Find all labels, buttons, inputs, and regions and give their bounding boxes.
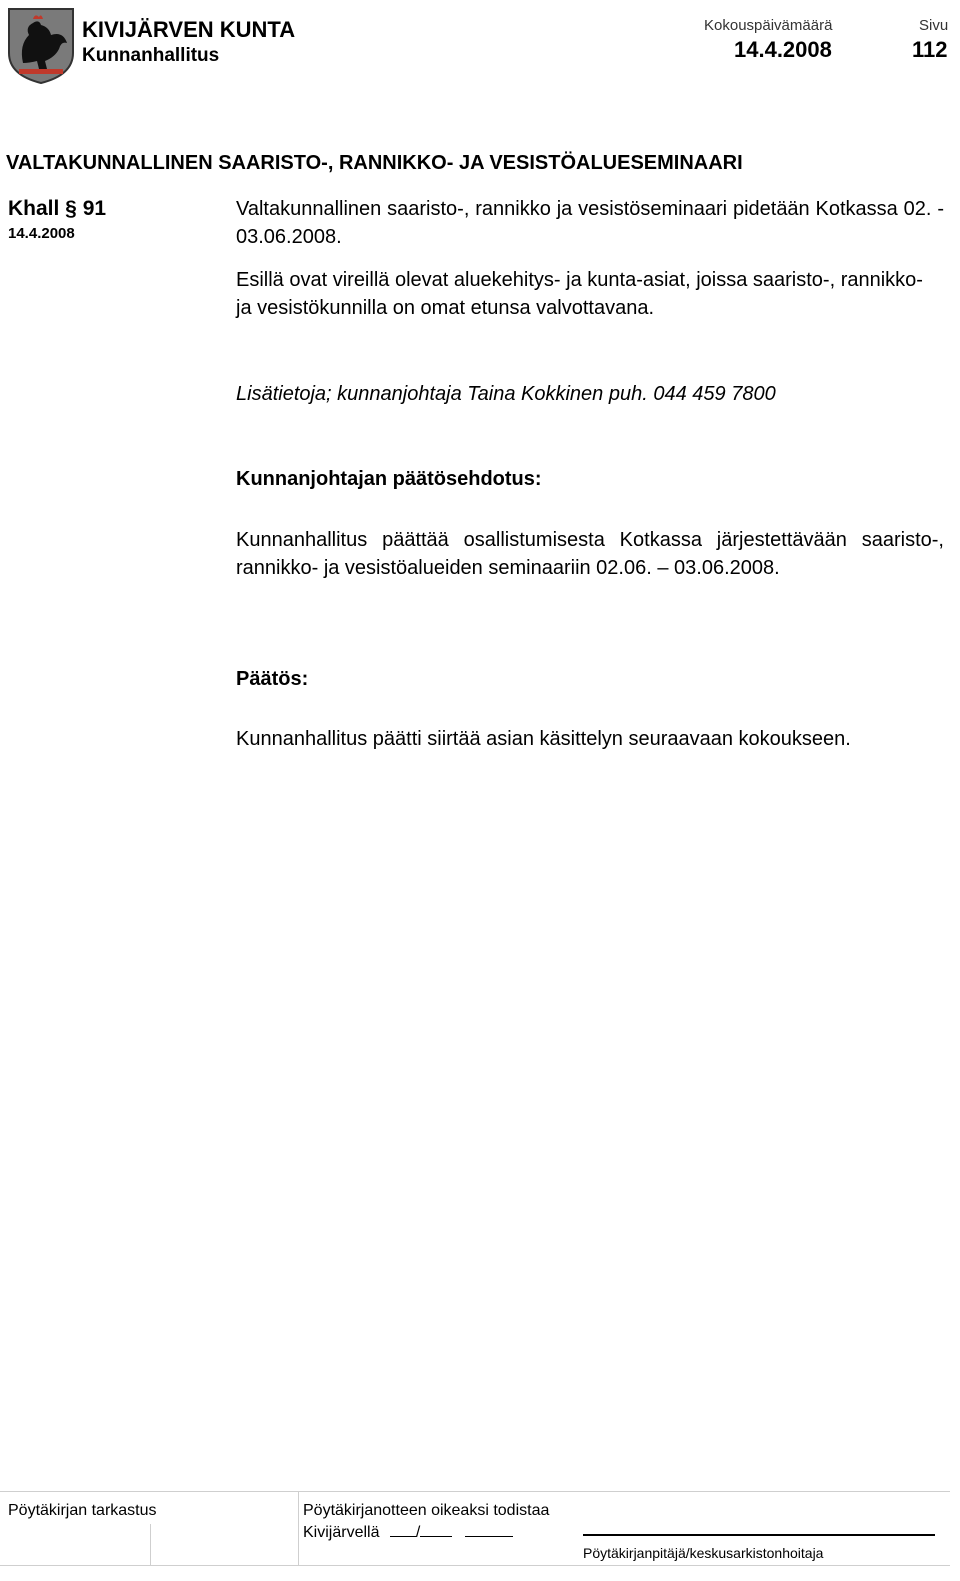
proposal-heading: Kunnanjohtajan päätösehdotus: xyxy=(236,468,542,490)
contact-info: Lisätietoja; kunnanjohtaja Taina Kokkinen puh. 044 459 7800 xyxy=(236,383,776,405)
footer-review-cell xyxy=(0,1492,157,1565)
footer-certify-cell xyxy=(298,1492,949,1565)
decision-heading: Päätös: xyxy=(236,668,309,690)
meeting-date-label: Kokouspäivämäärä xyxy=(704,17,833,34)
page-number: 112 xyxy=(912,37,948,62)
section-date: 14.4.2008 xyxy=(8,225,75,242)
signer-title: Pöytäkirjanpitäjä/keskusarkistonhoitaja xyxy=(583,1545,824,1561)
document-title: VALTAKUNNALLINEN SAARISTO-, RANNIKKO- JA VESISTÖALUESEMINAARI xyxy=(6,152,743,174)
section-ref: Khall § 91 xyxy=(8,197,107,220)
signature-line xyxy=(583,1534,935,1536)
meeting-date: 14.4.2008 xyxy=(734,37,832,62)
footer-review-signature-cell xyxy=(150,1524,299,1565)
proposal-text: Kunnanhallitus päättää osallistumisesta Kotkassa järjestettävään saaristo-, rannikko- ja vesistöalueiden seminaariin 02.06. – 03.06.2008. xyxy=(236,529,944,579)
place-date-line xyxy=(303,1522,513,1543)
date-day-blank xyxy=(390,1522,416,1537)
decision-text: Kunnanhallitus päätti siirtää asian käsittelyn seuraavaan kokoukseen. xyxy=(236,728,851,750)
certify-label: Pöytäkirjanotteen oikeaksi todistaa xyxy=(303,1502,550,1519)
organization-name: KIVIJÄRVEN KUNTA xyxy=(82,17,296,42)
place-name: Kivijärvellä xyxy=(303,1524,380,1541)
review-label: Pöytäkirjan tarkastus xyxy=(8,1502,157,1519)
paragraph-intro: Valtakunnallinen saaristo-, rannikko ja vesistöseminaari pidetään Kotkassa 02. - 03.06.2008. xyxy=(236,198,944,248)
date-year-blank xyxy=(465,1522,513,1537)
body-name: Kunnanhallitus xyxy=(82,45,220,66)
rooster-coat-of-arms-icon xyxy=(5,5,77,85)
date-month-blank xyxy=(420,1522,452,1537)
footer xyxy=(0,1491,950,1566)
paragraph-topics: Esillä ovat vireillä olevat aluekehitys- ja kunta-asiat, joissa saaristo-, rannikko- ja vesistökunnilla on omat etunsa valvottavana. xyxy=(236,269,923,319)
page-label: Sivu xyxy=(919,17,949,34)
date-separator: / xyxy=(415,1524,421,1541)
